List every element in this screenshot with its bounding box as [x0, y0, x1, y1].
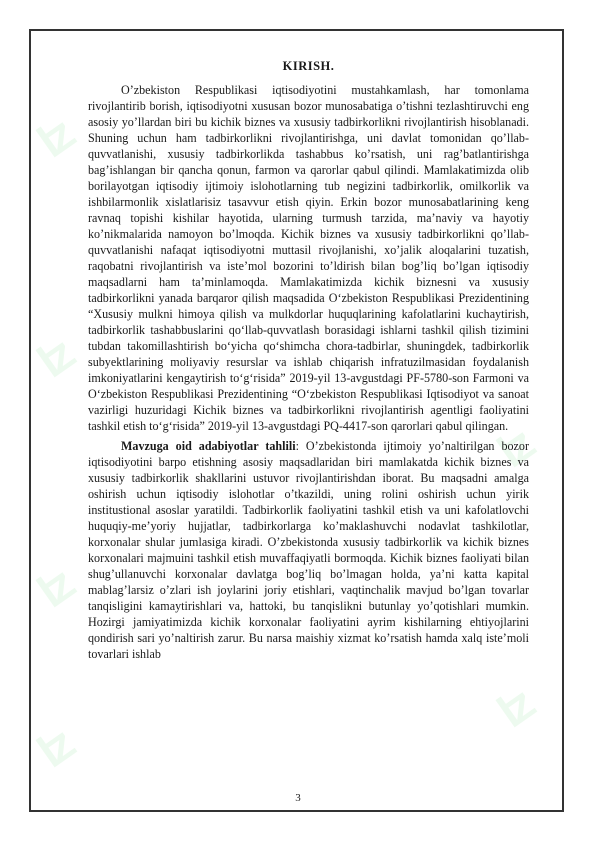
watermark-logo: ʫ — [27, 326, 84, 388]
paragraph-text: O’zbekiston Respublikasi iqtisodiyotini mustahkamlash, har tomonlama rivojlantirib borish, iqtisodiyotni xususan bozor munosabatiga o’tishni tezlashtiruvchi eng asosiy yo’llardan biri bu kichik biznes va xususiy tadbirkorlikni rivojlantirish hisoblanadi. Shuning uchun ham tadbirkorlikni rivojlantirishga, uni davlat tomonidan qo’llab- quvvatlanishi, xususiy tadbirkorlikda tashabbus ko’rsatish, uni rag’batlantirishga bag’ishlangan bir qancha qonun, farmon va qarorlar qabul qilindi. Mamlakatimizda olib borilayotgan iqtisodiy ijtimoiy islohotlarning tub negizini tadbirkorlik, omilkorlik va ishbilarmonlik xislatlarisiz tasavvur etish qiyin. Erkin bozor munosabatlarining keng ravnaq topishi kishilar hayotida, ularning turmush tarzida, ma’naviy va hayotiy ko’nikmalarida namoyon bo’lmoqda. Kichik biznes va xususiy tadbirkorlikni qo’llab-quvvatlanishi nafaqat iqtisodiyotni muttasil rivojlanishi, xo’jalik aloqalarini tuzatish, raqobatni rivojlantirish va iste’mol bozorini to’ldirish bilan bog’liq bo’lgan iqtisodiy maqsadlarni ham ta’minlamoqda. Mamlakatimizda kichik biznesni va xususiy tadbirkorlikni yanada barqaror qilish maqsadida O‘zbekiston Respublikasi Prezidentining “Xususiy mulkni himoya qilish va mulkdorlar huquqlarining kafolatlarini kuchaytirish, tadbirkorlik tashabbuslarini qo‘llab-quvvatlash borasidagi ishlarni tashkil qilish tizimini tubdan takomillashtirish bo‘yicha qo‘shimcha chora-tadbirlar, shuningdek, tadbirkorlik subyektlarining moliyaviy resurslar va ishlab chiqarish infratuzilmasidan foydalanish imkoniyatlarini kengaytirish to‘g‘risida” 2019-yil 13-avgustdagi PF-5780-son Farmoni va O‘zbekiston Respublikasi Prezidentining “O‘zbekiston Respublikasi Iqtisodiyot va sanoat vazirligi huzuridagi Kichik biznes va tadbirkorlikni rivojlantirish agentligi faoliyatini tashkil etish to‘g‘risida” 2019-yil 13-avgustdagi PQ-4417-son qarorlari qabul qilingan. — [88, 83, 529, 433]
watermark-logo: ʫ — [487, 676, 544, 738]
paragraph-literature-review — [88, 438, 529, 662]
watermark-logo: ʫ — [487, 416, 544, 478]
page-number: 3 — [295, 792, 301, 804]
paragraph-heading: Mavzuga oid adabiyotlar tahlili — [121, 439, 296, 453]
paragraph-text: : O’zbekistonda ijtimoiy yo’naltirilgan bozor iqtisodiyotini barpo etishning asosiy maqsadlaridan biri mamlakatda kichik biznes va xususiy tadbirkorlik shakllarini ustuvor rivojlantirishdan iborat. Bu maqsadni amalga oshirish uchun iqtisodiy islohotlar o’tkazildi, uning rolini oshirish uchun yirik institustional asoslar yaratildi. Tadbirkorlik faoliyatini tashkil etish va uni kafolatlovchi huquqiy-me’yoriy hujjatlar, tadbirkorlarga ko’maklashuvchi nodavlat tashkilotlar, korxonalar shular jumlasiga kiradi. O’zbekistonda xususiy tadbirkorlik va kichik biznes korxonalari majmuini tashkil etish muvaffaqiyatli bormoqda. Kichik biznes faoliyati bilan shug’ullanuvchi korxonalar davlatga bog’liq bo’lmagan holda, ya’ni katta kapital mablag’larsiz o’zlari ish joylarini joriy etishlari, vaqtinchalik mavjud bo’lgan tovarlar tanqisligini kamaytirishlari va, hattoki, bu tanqislikni butunlay yo’qotishlari mumkin. Hozirgi jamiyatimizda kichik korxonalar faoliyatini ayrim kishilarning ehtiyojlarini qondirish sari yo’naltirish zarur. Bu narsa maishiy xizmat ko’rsatish hamda xalq iste’moli tovarlari ishlab — [88, 439, 529, 661]
watermark-logo: ʫ — [27, 716, 84, 778]
paragraph-introduction — [88, 82, 529, 434]
document-title: KIRISH. — [282, 59, 335, 73]
document-body — [88, 58, 529, 666]
watermark-logo: ʫ — [27, 106, 84, 168]
watermark-logo: ʫ — [27, 556, 84, 618]
